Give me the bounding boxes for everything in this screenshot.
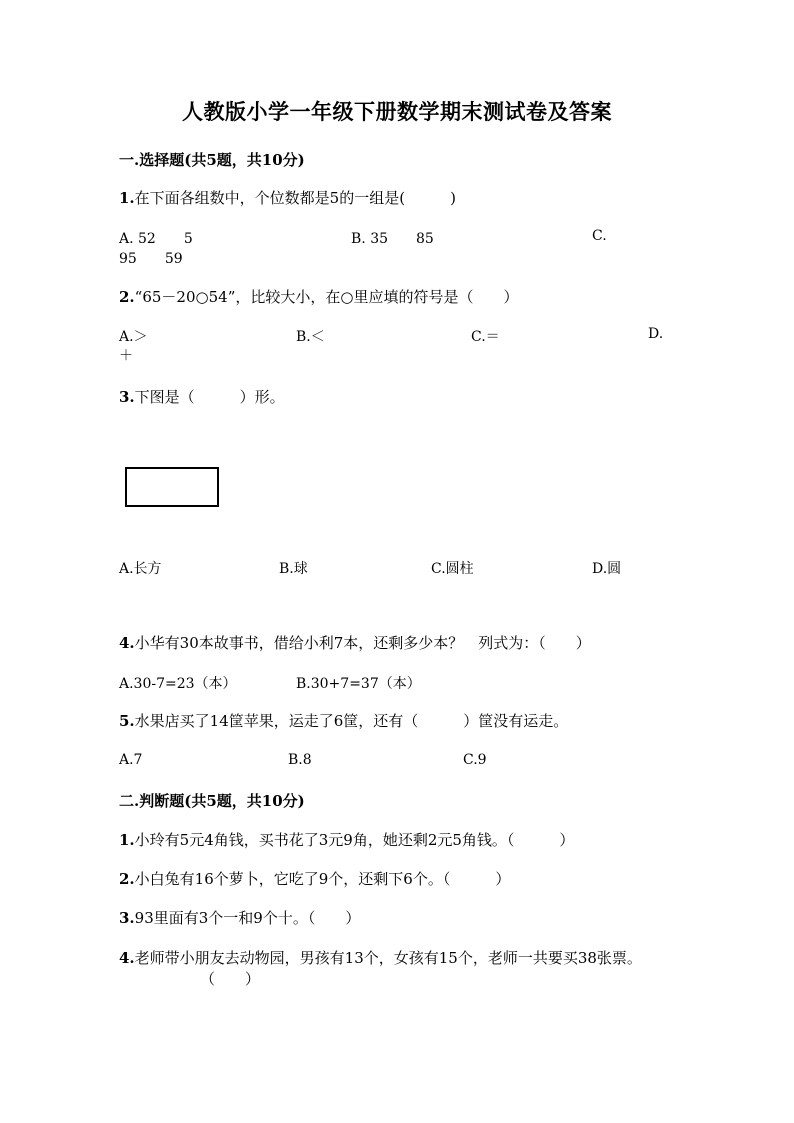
option-d[interactable]: D. [648,326,664,342]
question-4 [119,632,591,653]
rectangle-figure [125,467,219,507]
question-number: 4. [119,634,135,652]
question-text: 93里面有3个一和9个十。（ ） [134,909,361,927]
question-text: 小华有30本故事书，借给小利7本，还剩多少本？ 列式为：（ ） [134,634,591,652]
judgement-question-2 [119,868,510,889]
question-text: 在下面各组数中，个位数都是5的一组是( ) [134,189,456,207]
question-number: 3. [119,388,135,406]
question-3 [119,386,285,407]
option-d[interactable]: D.圆 [592,561,622,577]
option-d-continued: ＋ [119,348,133,364]
question-text: 老师带小朋友去动物园，男孩有13个，女孩有15个，老师一共要买38张票。 [134,949,642,967]
judgement-question-4-answer-blank: （ ） [200,970,261,988]
question-number: 2. [119,870,135,888]
option-b[interactable]: B.＜ [296,329,325,345]
judgement-question-4 [119,947,642,968]
question-text: 水果店买了14筐苹果，运走了6筐，还有（ ）筐没有运走。 [134,712,569,730]
question-text: 下图是（ ）形。 [134,388,285,406]
question-text: “65－20○54”，比较大小，在○里应填的符号是（ ） [134,288,519,306]
option-a[interactable]: A. 52 5 [119,231,193,247]
section-heading-judgement: 二.判断题(共5题，共10分) [119,792,305,810]
option-a[interactable]: A.30-7=23（本） [119,676,237,692]
section-heading-choice: 一.选择题(共5题，共10分) [119,151,305,169]
question-5 [119,710,568,731]
question-number: 3. [119,909,135,927]
option-b[interactable]: B. 35 85 [351,231,434,247]
option-a[interactable]: A.长方 [119,561,162,577]
option-b[interactable]: B.30+7=37（本） [296,676,421,692]
question-number: 2. [119,288,135,306]
judgement-question-3 [119,907,360,928]
option-c[interactable]: C.圆柱 [431,561,474,577]
question-number: 1. [119,189,135,207]
option-b[interactable]: B.球 [279,561,308,577]
option-b[interactable]: B.8 [288,752,312,768]
option-c-continued: 95 59 [119,251,183,267]
option-c[interactable]: C.＝ [471,329,500,345]
option-c[interactable]: C.9 [463,752,487,768]
page-title: 人教版小学一年级下册数学期末测试卷及答案 [182,99,612,124]
question-2 [119,286,518,307]
question-text: 小白兔有16个萝卜，它吃了9个，还剩下6个。（ ） [134,870,511,888]
question-number: 1. [119,831,135,849]
question-number: 5. [119,712,135,730]
option-a[interactable]: A.＞ [119,329,148,345]
question-1 [119,187,456,208]
option-c[interactable]: C. [592,228,607,244]
judgement-question-1 [119,829,574,850]
question-text: 小玲有5元4角钱，买书花了3元9角，她还剩2元5角钱。（ ） [134,831,575,849]
option-a[interactable]: A.7 [119,752,143,768]
question-number: 4. [119,949,135,967]
